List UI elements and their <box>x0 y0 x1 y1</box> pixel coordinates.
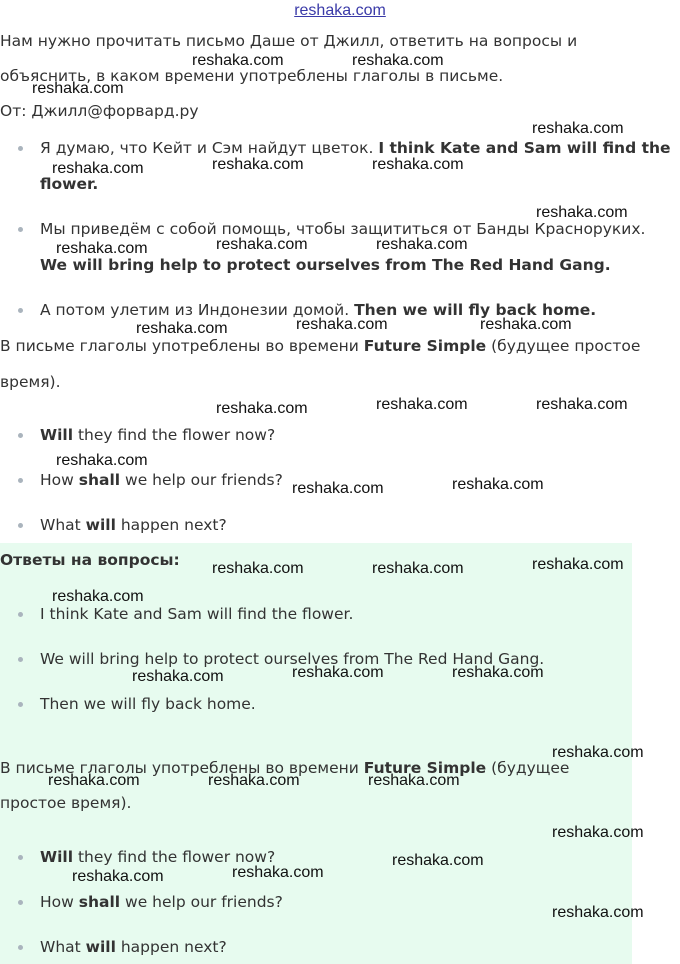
question-verb: will <box>85 938 116 956</box>
question-text: What <box>40 938 86 956</box>
watermark: reshaka.com <box>48 772 140 789</box>
letter-line-wrap <box>40 256 611 274</box>
bullet-icon <box>18 227 23 232</box>
tense-line-2: простое время). <box>0 794 132 812</box>
watermark: reshaka.com <box>212 560 304 577</box>
answer-text: Then we will fly back home. <box>40 695 256 713</box>
letter-en: I think Kate and Sam will find the <box>378 139 671 157</box>
watermark: reshaka.com <box>480 316 572 333</box>
watermark: reshaka.com <box>292 664 384 681</box>
letter-from: От: Джилл@форвард.ру <box>0 102 199 120</box>
answer-text: I think Kate and Sam will find the flower. <box>40 605 354 623</box>
watermark: reshaka.com <box>452 476 544 493</box>
watermark: reshaka.com <box>32 80 124 97</box>
tense-text: (будущее простое <box>486 337 641 355</box>
bullet-icon <box>18 612 23 617</box>
tense-line-1 <box>0 337 640 355</box>
watermark: reshaka.com <box>212 156 304 173</box>
question-text: How <box>40 471 79 489</box>
tense-line-2: время). <box>0 373 61 391</box>
question <box>40 426 275 444</box>
letter-en: We will bring help to protect ourselves from The Red Hand Gang. <box>40 256 611 274</box>
watermark: reshaka.com <box>132 668 224 685</box>
bullet-icon <box>18 900 23 905</box>
letter-line <box>40 139 671 157</box>
question-verb: shall <box>78 471 121 489</box>
watermark: reshaka.com <box>216 236 308 253</box>
watermark: reshaka.com <box>372 156 464 173</box>
bullet-icon <box>18 702 23 707</box>
question-text: they find the flower now? <box>73 426 276 444</box>
letter-ru: А потом улетим из Индонезии домой. <box>40 301 355 319</box>
question-text: they find the flower now? <box>73 848 276 866</box>
bullet-icon <box>18 855 23 860</box>
answer-text: We will bring help to protect ourselves from The Red Hand Gang. <box>40 650 545 668</box>
question-text: happen next? <box>115 938 227 956</box>
question-verb: Will <box>40 426 74 444</box>
question-text: we help our friends? <box>120 471 283 489</box>
answers-title <box>0 551 180 569</box>
question-verb: Will <box>40 848 74 866</box>
watermark: reshaka.com <box>552 904 644 921</box>
bullet-icon <box>18 523 23 528</box>
letter-ru: Мы приведём с собой помощь, чтобы защититься от Банды Красноруких. <box>40 220 646 238</box>
question-verb: will <box>85 516 116 534</box>
tense-text: В письме глаголы употреблены во времени <box>0 759 364 777</box>
question <box>40 516 227 534</box>
letter-en: flower. <box>40 175 99 193</box>
question-text: What <box>40 516 86 534</box>
watermark: reshaka.com <box>296 316 388 333</box>
watermark: reshaka.com <box>216 400 308 417</box>
watermark: reshaka.com <box>292 480 384 497</box>
watermark: reshaka.com <box>552 744 644 761</box>
site-link[interactable]: reshaka.com <box>294 2 386 19</box>
watermark: reshaka.com <box>532 120 624 137</box>
watermark: reshaka.com <box>52 160 144 177</box>
answers-title-text: Ответы на вопросы: <box>0 551 180 569</box>
watermark: reshaka.com <box>552 824 644 841</box>
watermark: reshaka.com <box>536 396 628 413</box>
bullet-icon <box>18 308 23 313</box>
watermark: reshaka.com <box>56 240 148 257</box>
tense-name: Future Simple <box>363 337 487 355</box>
watermark: reshaka.com <box>136 320 228 337</box>
watermark: reshaka.com <box>376 236 468 253</box>
watermark: reshaka.com <box>368 772 460 789</box>
bullet-icon <box>18 478 23 483</box>
bullet-icon <box>18 945 23 950</box>
tense-name: Future Simple <box>363 759 487 777</box>
watermark: reshaka.com <box>376 396 468 413</box>
watermark: reshaka.com <box>352 52 444 69</box>
watermark: reshaka.com <box>372 560 464 577</box>
watermark: reshaka.com <box>536 204 628 221</box>
watermark: reshaka.com <box>56 452 148 469</box>
watermark: reshaka.com <box>392 852 484 869</box>
watermark: reshaka.com <box>452 664 544 681</box>
question-text: How <box>40 893 79 911</box>
task-line-2: объяснить, в каком времени употреблены глаголы в письме. <box>0 67 504 85</box>
question <box>40 893 283 911</box>
question-text: we help our friends? <box>120 893 283 911</box>
task-line-1: Нам нужно прочитать письмо Даше от Джилл, ответить на вопросы и <box>0 32 578 50</box>
question <box>40 938 227 956</box>
watermark: reshaka.com <box>192 52 284 69</box>
watermark: reshaka.com <box>232 864 324 881</box>
watermark: reshaka.com <box>532 556 624 573</box>
tense-text: (будущее <box>486 759 570 777</box>
watermark: reshaka.com <box>72 868 164 885</box>
letter-ru: Я думаю, что Кейт и Сэм найдут цветок. <box>40 139 379 157</box>
question-verb: shall <box>78 893 121 911</box>
bullet-icon <box>18 433 23 438</box>
question <box>40 471 283 489</box>
answers-panel <box>0 543 632 964</box>
bullet-icon <box>18 657 23 662</box>
question-text: happen next? <box>115 516 227 534</box>
letter-en: Then we will fly back home. <box>354 301 597 319</box>
watermark: reshaka.com <box>208 772 300 789</box>
tense-text: В письме глаголы употреблены во времени <box>0 337 364 355</box>
watermark: reshaka.com <box>52 588 144 605</box>
bullet-icon <box>18 146 23 151</box>
